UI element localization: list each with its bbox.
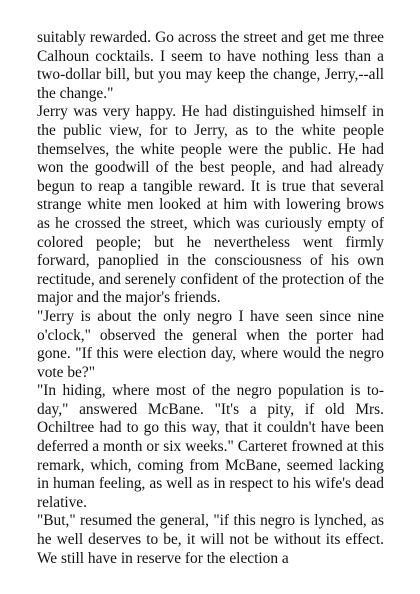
paragraph-jerry-happy: Jerry was very happy. He had distinguished himself in the public view, for to Jerry, as to the white people themselves, the white people were the public. He had won the goodwill of the best people, and had already begun to reap a tangible reward. It is true that several strange white men looked at him with lowering brows as he crossed the street, which was curiously empty of colored people; but he nevertheless went firmly forward, panoplied in the consciousness of his own rectitude, and serenely confident of the protection of the major and the major's friends. [37,103,384,307]
page-text [37,29,384,568]
paragraph-mcbane-answer: "In hiding, where most of the negro population is to-day," answered McBane. "It's a pity, if old Mrs. Ochiltree had to go this way, that it couldn't have been deferred a month or six weeks." Carteret frowned at this remark, which, coming from McBane, seemed lacking in human feeling, as well as in respect to his wife's dead relative. [37,382,384,511]
paragraph-general-remark: "Jerry is about the only negro I have seen since nine o'clock," observed the general when the porter had gone. "If this were election day, where would the negro vote be?" [37,307,384,381]
paragraph-general-resumes: "But," resumed the general, "if this negro is lynched, as he well deserves to be, it will not be without its effect. We still have in reserve for the election a [37,512,384,567]
paragraph-continued: suitably rewarded. Go across the street and get me three Calhoun cocktails. I seem to have nothing less than a two-dollar bill, but you may keep the change, Jerry,--all the change." [37,29,384,102]
